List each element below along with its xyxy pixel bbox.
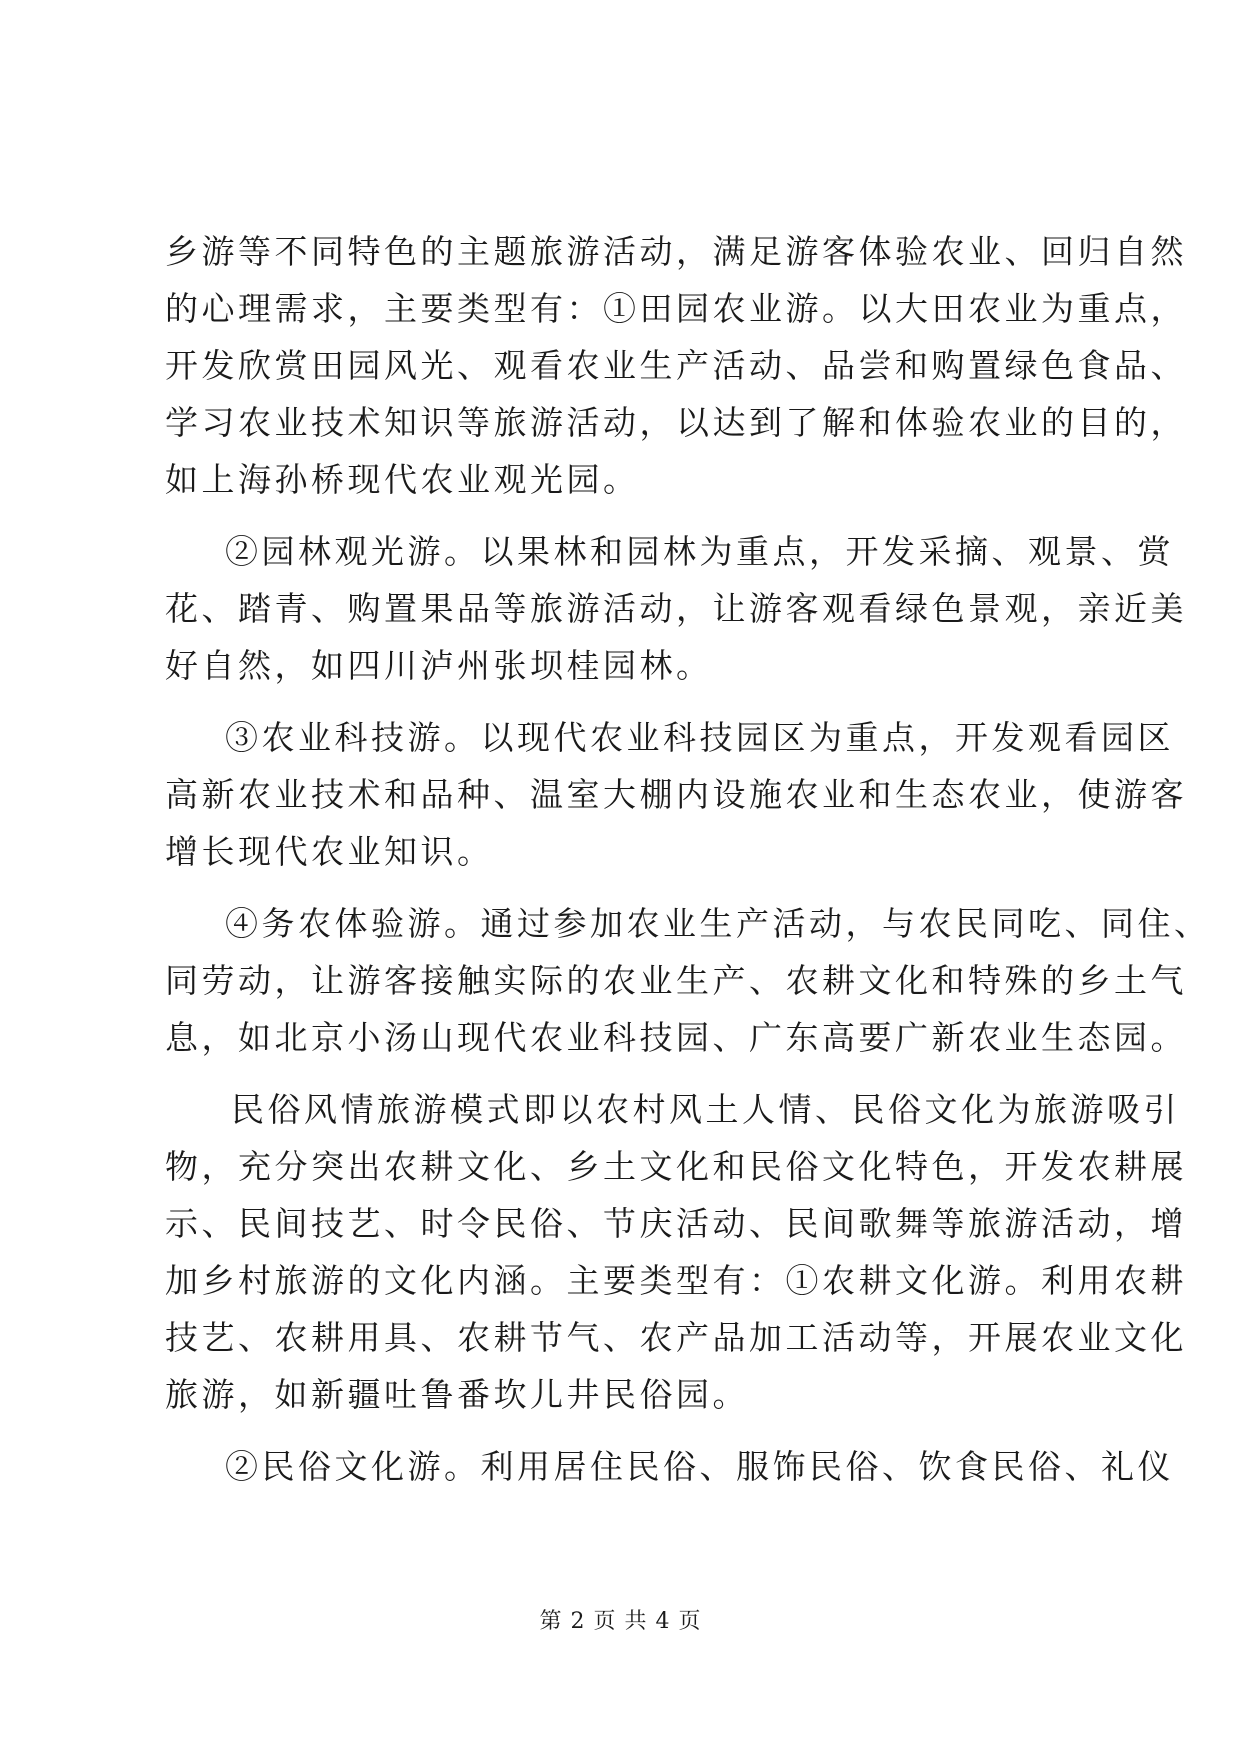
text-line: 的心理需求，主要类型有：①田园农业游。以大田农业为重点， (165, 289, 1187, 328)
text-line: 旅游，如新疆吐鲁番坎儿井民俗园。 (165, 1375, 749, 1414)
paragraph-first-line: ③农业科技游。以现代农业科技园区为重点，开发观看园区 (225, 718, 1174, 757)
text-line: 学习农业技术知识等旅游活动，以达到了解和体验农业的目的， (165, 403, 1187, 442)
text-line: 花、踏青、购置果品等旅游活动，让游客观看绿色景观，亲近美 (165, 589, 1187, 628)
text-line: 增长现代农业知识。 (165, 832, 494, 871)
text-line: 开发欣赏田园风光、观看农业生产活动、品尝和购置绿色食品、 (165, 346, 1187, 385)
paragraph-first-line: 民俗风情旅游模式即以农村风土人情、民俗文化为旅游吸引 (231, 1090, 1180, 1129)
text-line: 如上海孙桥现代农业观光园。 (165, 460, 640, 499)
text-line: 示、民间技艺、时令民俗、节庆活动、民间歌舞等旅游活动，增 (165, 1204, 1187, 1243)
text-line: 好自然，如四川泸州张坝桂园林。 (165, 646, 713, 685)
paragraph-first-line: ④务农体验游。通过参加农业生产活动，与农民同吃、同住、 (225, 904, 1211, 943)
page-number-footer: 第 2 页 共 4 页 (539, 1609, 702, 1634)
text-line: 物，充分突出农耕文化、乡土文化和民俗文化特色，开发农耕展 (165, 1147, 1187, 1186)
paragraph-first-line: ②民俗文化游。利用居住民俗、服饰民俗、饮食民俗、礼仪 (225, 1447, 1174, 1486)
text-line: 同劳动，让游客接触实际的农业生产、农耕文化和特殊的乡土气 (165, 961, 1187, 1000)
text-line: 高新农业技术和品种、温室大棚内设施农业和生态农业，使游客 (165, 775, 1187, 814)
text-line: 技艺、农耕用具、农耕节气、农产品加工活动等，开展农业文化 (165, 1318, 1187, 1357)
paragraph-first-line: ②园林观光游。以果林和园林为重点，开发采摘、观景、赏 (225, 532, 1174, 571)
text-line: 息，如北京小汤山现代农业科技园、广东高要广新农业生态园。 (165, 1018, 1187, 1057)
text-line: 加乡村旅游的文化内涵。主要类型有：①农耕文化游。利用农耕 (165, 1261, 1187, 1300)
text-line: 乡游等不同特色的主题旅游活动，满足游客体验农业、回归自然 (165, 232, 1187, 271)
